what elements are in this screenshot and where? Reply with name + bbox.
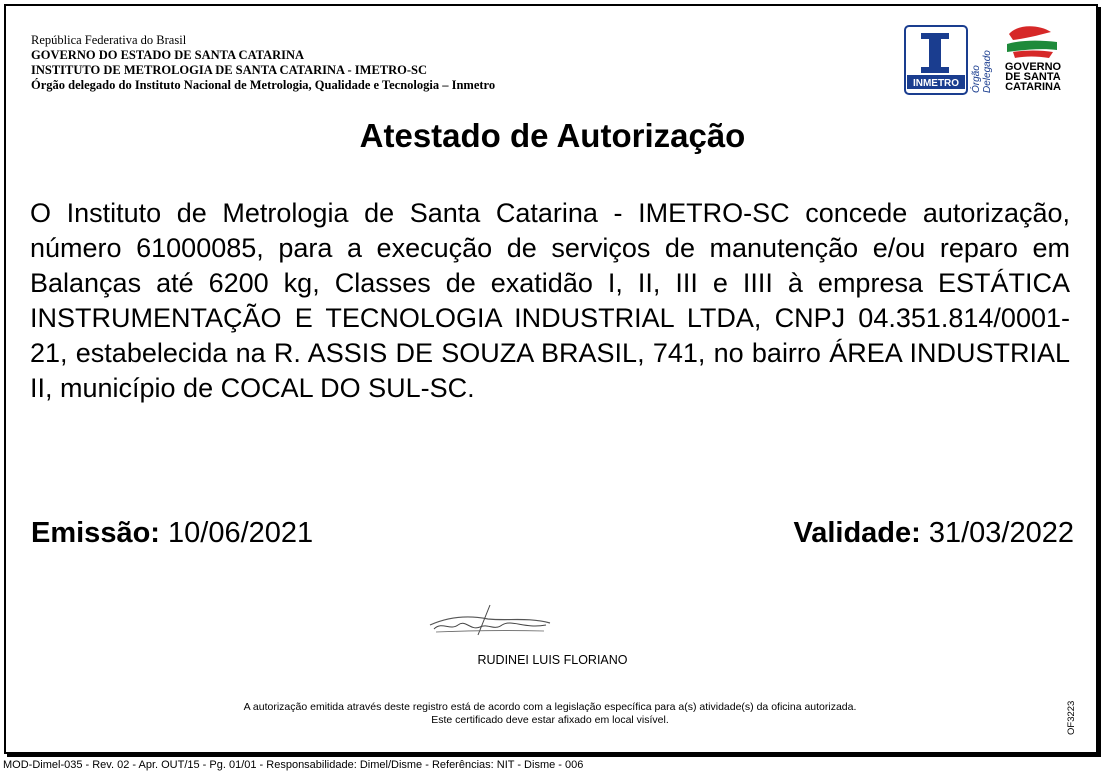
inmetro-logo [903, 23, 993, 98]
validity-date [793, 517, 1074, 550]
document-code: OF3223 [1066, 700, 1077, 735]
gov-flag-red2-icon [1013, 51, 1053, 59]
authorization-statement: O Instituto de Metrologia de Santa Catarina - IMETRO-SC concede autorização, número 61000085, para a execução de serviços de manutenção e/ou reparo em Balanças até 6200 kg, Classes de exatidão I, II, III e IIII à empresa ESTÁTICA INSTRUMENTAÇÃO E TECNOLOGIA INDUSTRIAL LTDA, CNPJ 04.351.814/0001-21, estabelecida na R. ASSIS DE SOUZA BRASIL, 741, no bairro ÁREA INDUSTRIAL II, município de COCAL DO SUL-SC. [30, 198, 1070, 403]
issue-date-value: 10/06/2021 [168, 517, 314, 549]
page-title: Atestado de Autorização [359, 117, 746, 154]
inmetro-mark-base [921, 67, 949, 73]
gov-line-3: CATARINA [1005, 81, 1061, 93]
header-line-government: GOVERNO DO ESTADO DE SANTA CATARINA [31, 48, 305, 62]
validity-date-value: 31/03/2022 [928, 517, 1074, 549]
inmetro-mark-stem [929, 39, 941, 67]
gov-flag-green-icon [1007, 41, 1057, 52]
header-line-republic: República Federativa do Brasil [31, 33, 187, 47]
gov-flag-red-icon [1009, 26, 1051, 40]
gov-line-2: DE SANTA [1005, 71, 1061, 83]
legal-notice [0, 701, 1100, 727]
form-footer: MOD-Dimel-035 - Rev. 02 - Apr. OUT/15 - Pg. 01/01 - Responsabilidade: Dimel/Disme - Referências: NIT - Disme - 006 [3, 759, 584, 771]
institution-header [31, 33, 495, 93]
inmetro-mark-top [921, 33, 949, 39]
legal-line-1: A autorização emitida através deste registro está de acordo com a legislação específica para a(s) atividade(s) da oficina autorizada. [243, 701, 857, 713]
issue-date-label: Emissão: [31, 517, 160, 549]
header-line-delegate: Órgão delegado do Instituto Nacional de Metrologia, Qualidade e Tecnologia – Inmetro [31, 78, 496, 92]
signature-image [428, 601, 552, 641]
inmetro-tag-orgao: Órgão [971, 65, 982, 93]
validity-date-label: Validade: [793, 517, 921, 549]
inmetro-tag-delegado: Delegado [982, 50, 993, 93]
signer-name: RUDINEI LUIS FLORIANO [477, 653, 628, 667]
legal-line-2: Este certificado deve estar afixado em local visível. [431, 714, 669, 726]
gov-line-1: GOVERNO [1004, 61, 1062, 73]
inmetro-name: INMETRO [912, 78, 960, 89]
santa-catarina-government-logo [999, 22, 1067, 94]
header-line-institute: INSTITUTO DE METROLOGIA DE SANTA CATARINA - IMETRO-SC [31, 63, 428, 77]
issue-date [31, 517, 313, 550]
